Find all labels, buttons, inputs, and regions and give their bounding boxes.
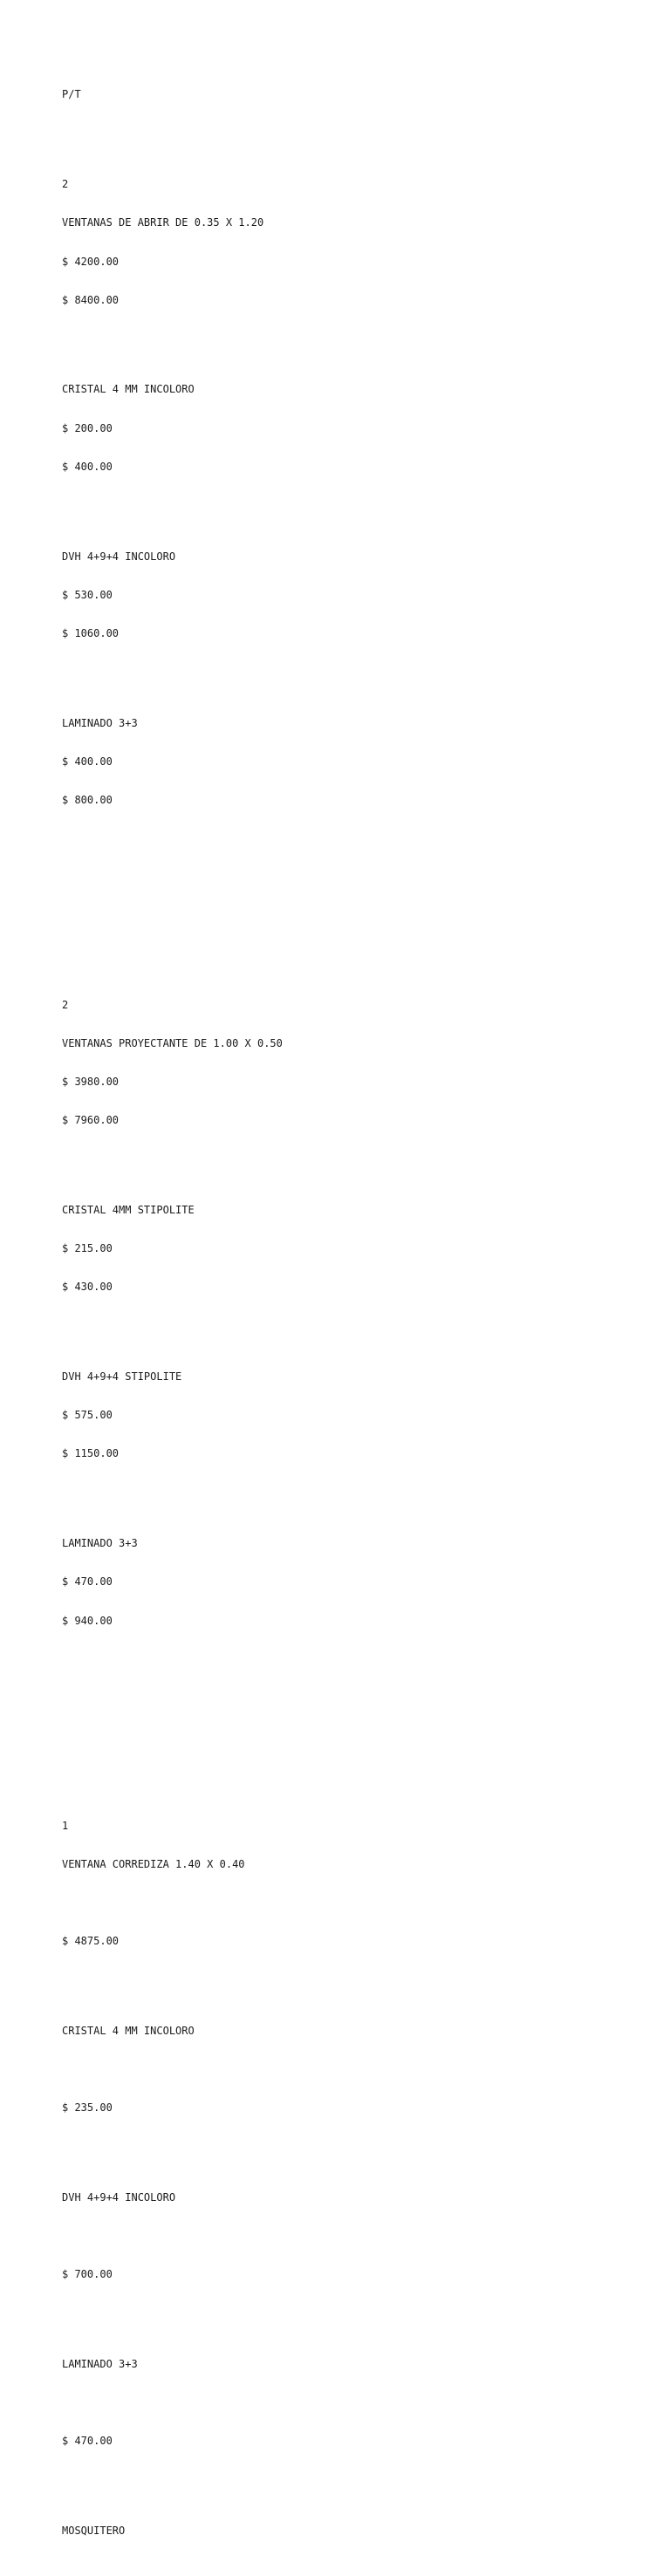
option-unit-price: $ 470.00 — [62, 1575, 113, 1589]
option-price: $ 235.00 — [62, 2101, 113, 2115]
spacer — [62, 332, 638, 345]
item-total-price: $ 7960.00 — [62, 1114, 120, 1127]
option-total-price: $ 940.00 — [62, 1614, 113, 1627]
quote-document — [62, 63, 638, 2576]
option-name: MOSQUITERO — [62, 2525, 126, 2538]
spacer — [62, 1486, 638, 1500]
item-quantity: 1 — [62, 1819, 69, 1832]
option-unit-price: $ 215.00 — [62, 1242, 113, 1255]
section-spacer — [62, 871, 638, 922]
spacer — [62, 2063, 638, 2076]
spacer — [62, 1320, 638, 1333]
option-name: CRISTAL 4 MM INCOLORO — [62, 2024, 195, 2037]
item-unit-price: $ 3980.00 — [62, 1076, 120, 1089]
item-description: VENTANA CORREDIZA 1.40 X 0.40 — [62, 1857, 245, 1870]
option-name: LAMINADO 3+3 — [62, 716, 138, 729]
item-description: VENTANAS DE ABRIR DE 0.35 X 1.20 — [62, 216, 264, 229]
spacer — [62, 1973, 638, 1986]
option-price: $ 470.00 — [62, 2435, 113, 2448]
option-unit-price: $ 400.00 — [62, 755, 113, 768]
option-name: CRISTAL 4 MM INCOLORO — [62, 383, 195, 396]
spacer — [62, 2473, 638, 2486]
spacer — [62, 1896, 638, 1910]
spacer — [62, 666, 638, 679]
item-total-price: $ 8400.00 — [62, 293, 120, 306]
item-price: $ 4875.00 — [62, 1935, 120, 1948]
option-total-price: $ 1150.00 — [62, 1447, 120, 1460]
spacer — [62, 499, 638, 512]
item-quantity: 2 — [62, 178, 69, 191]
quote-section-1 — [62, 153, 638, 832]
item-description: VENTANAS PROYECTANTE DE 1.00 X 0.50 — [62, 1037, 283, 1050]
option-name: DVH 4+9+4 INCOLORO — [62, 2191, 176, 2204]
option-unit-price: $ 200.00 — [62, 421, 113, 434]
spacer — [62, 2396, 638, 2409]
option-unit-price: $ 530.00 — [62, 588, 113, 601]
option-price: $ 700.00 — [62, 2268, 113, 2281]
option-total-price: $ 800.00 — [62, 793, 113, 806]
option-name: DVH 4+9+4 INCOLORO — [62, 550, 176, 563]
option-total-price: $ 430.00 — [62, 1281, 113, 1294]
spacer — [62, 2140, 638, 2153]
quote-section-3 — [62, 1794, 638, 2563]
option-unit-price: $ 575.00 — [62, 1409, 113, 1422]
document-header: P/T — [62, 88, 81, 101]
option-name: DVH 4+9+4 STIPOLITE — [62, 1370, 182, 1384]
option-name: LAMINADO 3+3 — [62, 2358, 138, 2371]
item-unit-price: $ 4200.00 — [62, 255, 120, 268]
option-name: CRISTAL 4MM STIPOLITE — [62, 1204, 195, 1217]
item-quantity: 2 — [62, 999, 69, 1012]
option-total-price: $ 1060.00 — [62, 626, 120, 639]
option-name: LAMINADO 3+3 — [62, 1537, 138, 1550]
spacer — [62, 2230, 638, 2243]
quote-section-2 — [62, 974, 638, 1653]
option-total-price: $ 400.00 — [62, 460, 113, 473]
spacer — [62, 1152, 638, 1165]
section-spacer — [62, 1691, 638, 1743]
spacer — [62, 2306, 638, 2320]
